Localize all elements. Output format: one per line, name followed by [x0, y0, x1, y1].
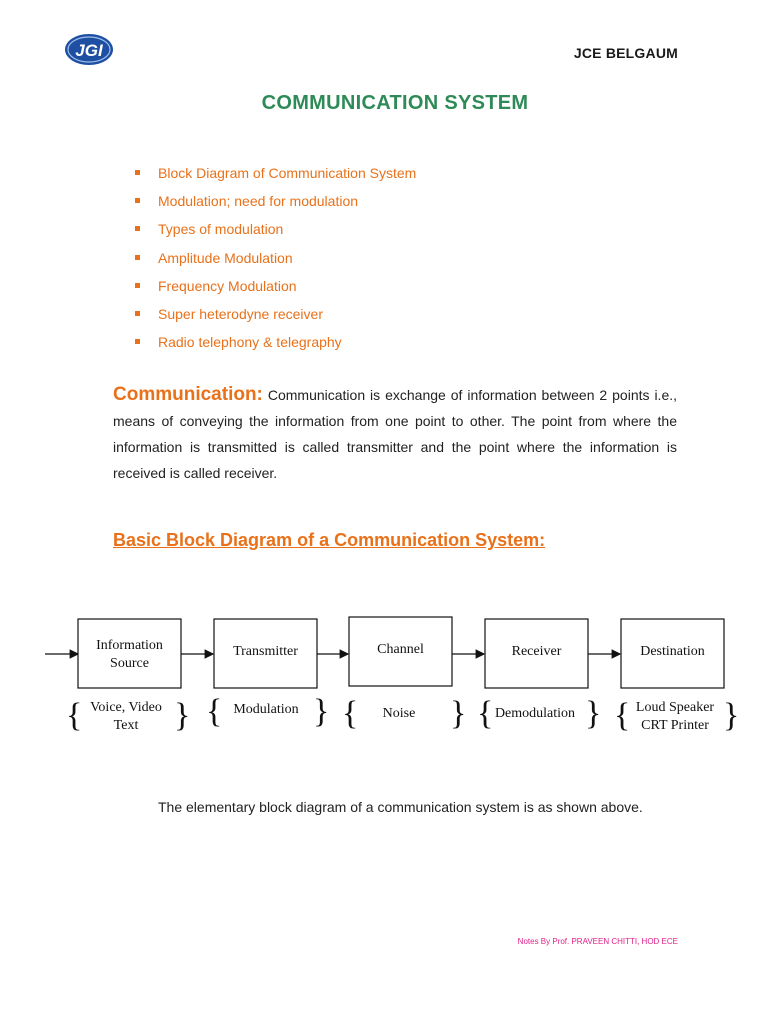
note-transmitter: Modulation — [233, 702, 299, 717]
page-title: COMMUNICATION SYSTEM — [261, 92, 529, 114]
left-brace-icon: { — [206, 693, 223, 730]
right-brace-icon: } — [313, 693, 330, 730]
bullet-icon — [135, 170, 140, 175]
note-destination-2: CRT Printer — [641, 718, 709, 733]
list-item: Block Diagram of Communication System — [135, 162, 416, 190]
list-item: Frequency Modulation — [135, 275, 416, 303]
bullet-icon — [135, 198, 140, 203]
list-item: Super heterodyne receiver — [135, 303, 416, 331]
note-receiver: Demodulation — [494, 706, 576, 721]
bullet-icon — [135, 311, 140, 316]
bullet-icon — [135, 226, 140, 231]
block-diagram — [40, 600, 740, 750]
left-brace-icon: { — [342, 695, 359, 732]
topics-list — [135, 162, 416, 359]
bullet-icon — [135, 255, 140, 260]
block-receiver-label: Receiver — [511, 644, 562, 659]
jgi-logo — [64, 33, 114, 66]
right-brace-icon: } — [450, 695, 467, 732]
footer-note: Notes By Prof. PRAVEEN CHITTI, HOD ECE — [517, 937, 678, 946]
logo-text: JGI — [75, 41, 103, 60]
communication-term: Communication: — [113, 384, 263, 405]
communication-paragraph — [113, 382, 677, 486]
block-channel-label: Channel — [377, 642, 424, 657]
block-information-source — [78, 619, 181, 688]
jgi-logo-graphic — [64, 33, 114, 66]
list-item: Modulation; need for modulation — [135, 190, 416, 218]
note-information-source-1: Voice, Video — [90, 700, 162, 715]
left-brace-icon: { — [614, 697, 631, 734]
block-transmitter-label: Transmitter — [233, 644, 298, 659]
section-heading: Basic Block Diagram of a Communication System: — [113, 530, 546, 550]
note-information-source-2: Text — [113, 718, 139, 733]
list-item: Types of modulation — [135, 218, 416, 246]
note-channel: Noise — [382, 706, 416, 721]
left-brace-icon: { — [477, 695, 494, 732]
right-brace-icon: } — [585, 695, 602, 732]
bullet-icon — [135, 283, 140, 288]
right-brace-icon: } — [174, 697, 191, 734]
communication-definition: Communication is exchange of information between 2 points i.e., means of conveying the information from one point to other. The point from where the information is transmitted is called transmitter and the point where the information is received is called receiver. — [113, 387, 678, 481]
block-destination-label: Destination — [640, 644, 705, 659]
institution-name: JCE BELGAUM — [573, 45, 678, 61]
note-destination-1: Loud Speaker — [635, 700, 715, 715]
list-item: Radio telephony & telegraphy — [135, 331, 416, 359]
list-item: Amplitude Modulation — [135, 247, 416, 275]
left-brace-icon: { — [66, 697, 83, 734]
right-brace-icon: } — [723, 697, 740, 734]
bullet-icon — [135, 339, 140, 344]
block-information-source-label-1: Information — [96, 638, 163, 653]
elementary-paragraph: The elementary block diagram of a communication system is as shown above. — [158, 799, 643, 815]
block-information-source-label-2: Source — [110, 656, 149, 671]
